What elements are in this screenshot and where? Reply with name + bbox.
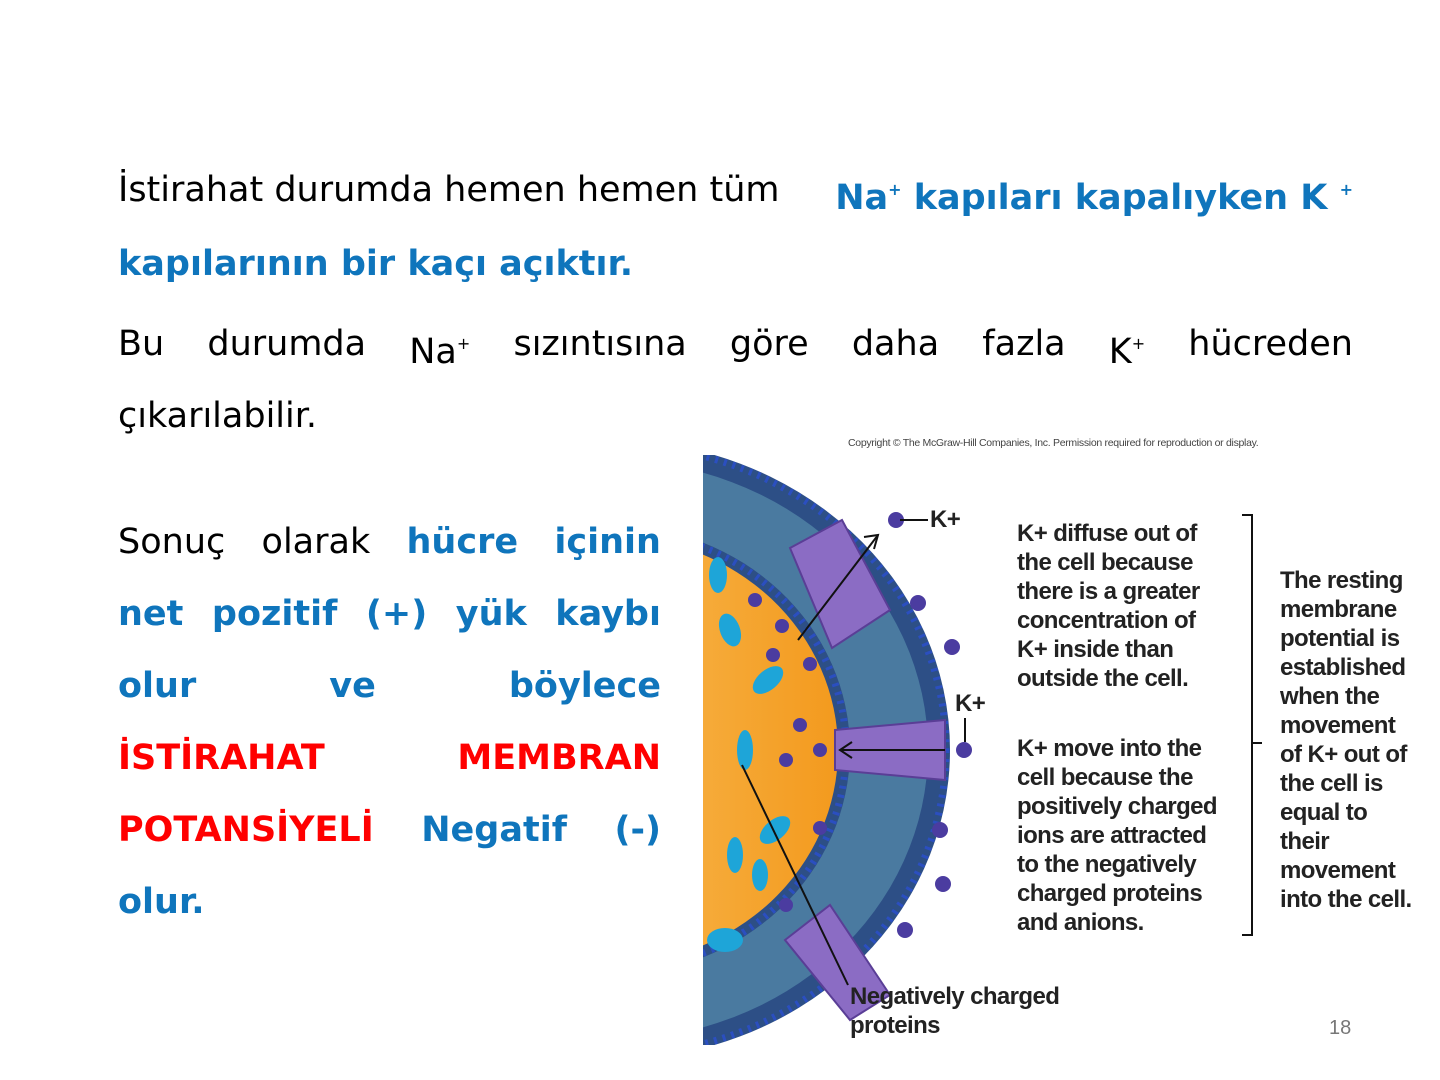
text: İstirahat durumda hemen hemen tüm [118,170,780,210]
word: Na+ [409,332,471,372]
word: daha [851,324,940,364]
proteins-label: Negatively charged proteins [850,983,1060,1039]
word: sızıntısına [513,324,687,364]
word: hücre [406,522,519,562]
page-number: 18 [1329,1017,1352,1039]
word: göre [729,324,809,364]
word: pozitif [211,594,338,634]
word: İSTİRAHAT [118,738,325,778]
paragraph3-line6: olur. [118,882,205,922]
word: böylece [508,666,661,706]
paragraph1-line2: kapılarının bir kaçı açıktır. [118,244,634,284]
word: fazla [982,324,1066,364]
word: içinin [554,522,661,562]
word: (+) [365,594,428,634]
word: Negatif [421,810,567,850]
word: olur [118,666,197,706]
k-label-top: K+ [930,506,961,533]
word: Bu [118,324,165,364]
word: yük [455,594,527,634]
k-label-mid: K+ [955,690,986,717]
paragraph2-line2: çıkarılabilir. [118,396,318,436]
word: (-) [614,810,661,850]
word: durumda [207,324,367,364]
word: K+ [1108,332,1146,372]
word: ve [329,666,376,706]
word: hücreden [1188,324,1353,364]
highlight: Na+ kapıları kapalıyken K + [835,178,1353,218]
text-diffuse-out: K+ diffuse out of the cell because there is a greater concentration of K+ inside than outside the cell. [1017,520,1200,692]
word: net [118,594,184,634]
text-move-in: K+ move into the cell because the positively charged ions are attracted to the negatively charged proteins and anions. [1017,735,1217,936]
word: kaybı [555,594,661,634]
word: olarak [261,522,371,562]
figure-copyright: Copyright © The McGraw-Hill Companies, Inc. Permission required for reproduction or display. [848,437,1259,449]
word: Sonuç [118,522,226,562]
cytoplasm [382,536,838,964]
text-summary: The resting membrane potential is established when the movement of K+ out of the cell is equal to their movement into the cell. [1280,567,1412,913]
word: POTANSİYELİ [118,810,374,850]
word: MEMBRAN [457,738,661,778]
